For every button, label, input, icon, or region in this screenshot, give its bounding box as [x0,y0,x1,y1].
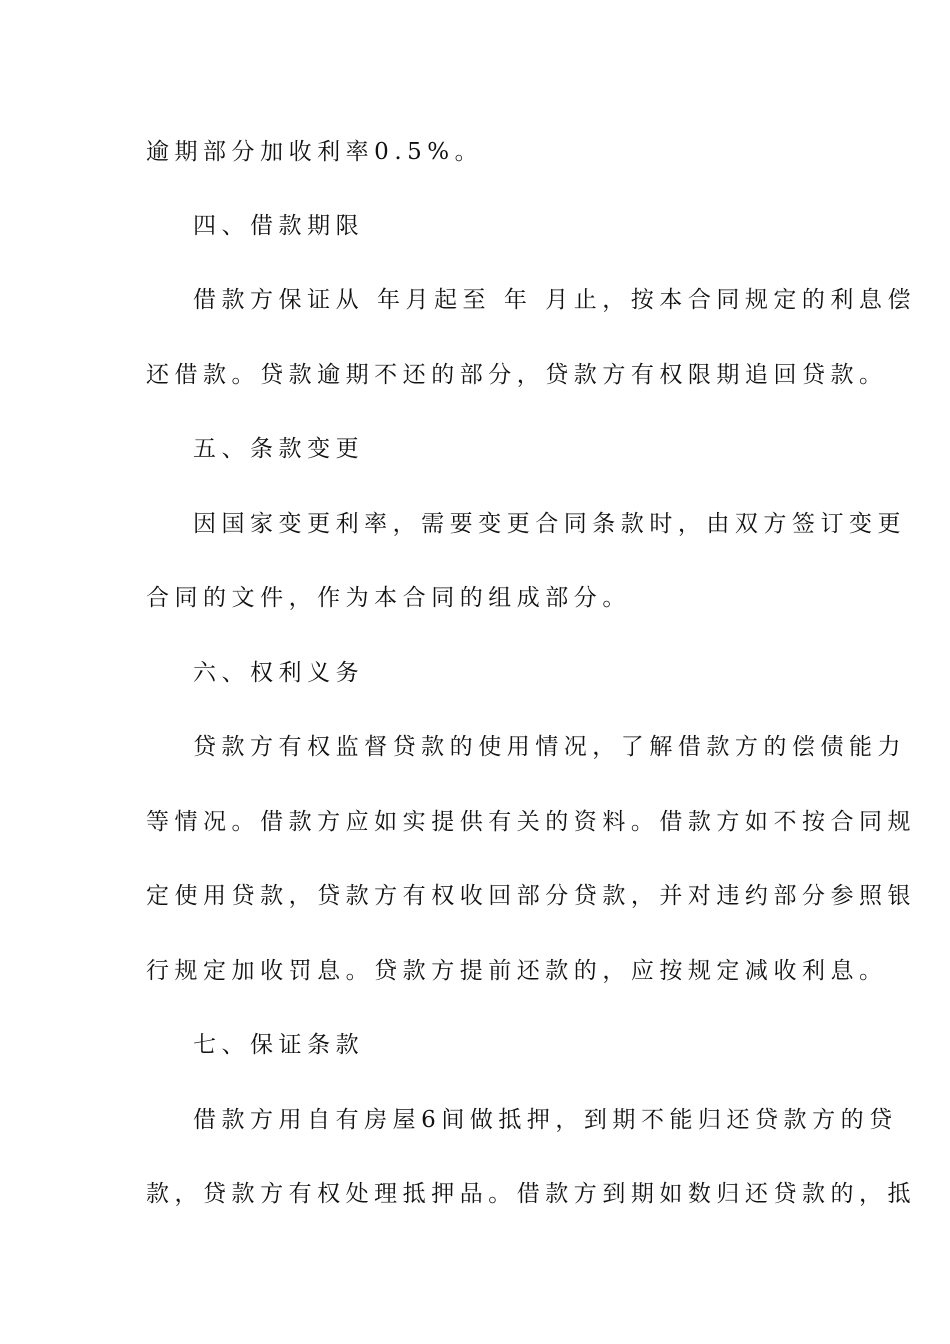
paragraph-text: 还借款。贷款逾期不还的部分，贷款方有权限期追回贷款。 [146,362,888,388]
paragraph-text: 因国家变更利率，需要变更合同条款时，由双方签订变更 [193,511,906,537]
section-heading: 五、条款变更 [193,436,365,462]
section-heading: 六、权利义务 [193,660,365,686]
section-heading: 四、借款期限 [193,213,365,239]
paragraph-text: 贷款方有权监督贷款的使用情况，了解借款方的偿债能力 [193,734,906,760]
section-heading: 七、保证条款 [193,1032,365,1058]
paragraph-text: 定使用贷款，贷款方有权收回部分贷款，并对违约部分参照银 [146,883,917,909]
paragraph-text: 借款方保证从 年月起至 年 月止，按本合同规定的利息偿 [193,287,916,313]
paragraph-text: 等情况。借款方应如实提供有关的资料。借款方如不按合同规 [146,809,917,835]
paragraph-text: 款，贷款方有权处理抵押品。借款方到期如数归还贷款的，抵 [146,1181,917,1207]
paragraph-text: 合同的文件，作为本合同的组成部分。 [146,585,631,611]
paragraph-text: 借款方用自有房屋6间做抵押，到期不能归还贷款方的贷 [193,1107,898,1133]
paragraph-text: 行规定加收罚息。贷款方提前还款的，应按规定减收利息。 [146,958,888,984]
paragraph-text: 逾期部分加收利率0.5%。 [146,139,484,165]
